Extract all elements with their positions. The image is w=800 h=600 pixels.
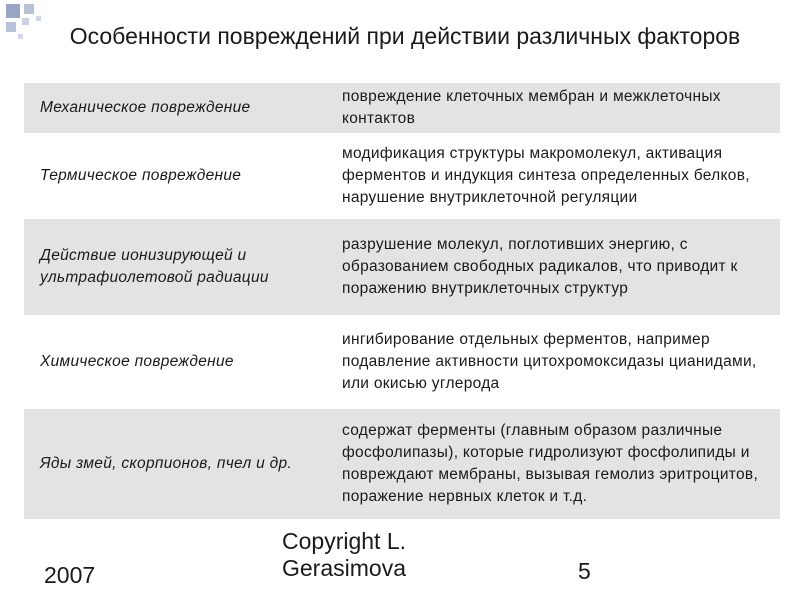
- effect-cell: ингибирование отдельных ферментов, например подавление активности цитохромоксидазы цианидами, или окисью углерода: [342, 331, 757, 392]
- effect-cell: содержат ферменты (главным образом различные фосфолипазы), которые гидролизуют фосфолипиды и повреждают мембраны, вызывая гемолиз эритроцитов, поражение нервных клеток и т.д.: [320, 409, 780, 519]
- factor-cell: Действие ионизирующей и ультрафиолетовой радиации: [24, 219, 320, 315]
- effect-cell: повреждение клеточных мембран и межклеточных контактов: [320, 83, 780, 133]
- factor-cell: Химическое повреждение: [40, 353, 234, 370]
- factor-cell: Яды змей, скорпионов, пчел и др.: [24, 409, 320, 519]
- effect-cell: разрушение молекул, поглотивших энергию, с образованием свободных радикалов, что приводит к поражению внутриклеточных структур: [320, 219, 780, 315]
- damage-factors-table: [24, 83, 780, 519]
- footer-copyright: Copyright L. Gerasimova: [282, 528, 407, 581]
- factor-cell: Термическое повреждение: [40, 167, 242, 184]
- footer-year: 2007: [44, 562, 96, 588]
- table-row: [24, 315, 780, 409]
- table-row: [24, 83, 780, 133]
- effect-cell: модификация структуры макромолекул, активация ферментов и индукция синтеза определенных белков, нарушение внутриклеточной регуляции: [342, 145, 750, 206]
- slide-title: Особенности повреждений при действии различных факторов: [69, 23, 741, 49]
- factor-cell: Механическое повреждение: [24, 83, 320, 133]
- table-row: [24, 409, 780, 519]
- table-row: [24, 133, 780, 219]
- page-number: 5: [578, 558, 591, 584]
- table-row: [24, 219, 780, 315]
